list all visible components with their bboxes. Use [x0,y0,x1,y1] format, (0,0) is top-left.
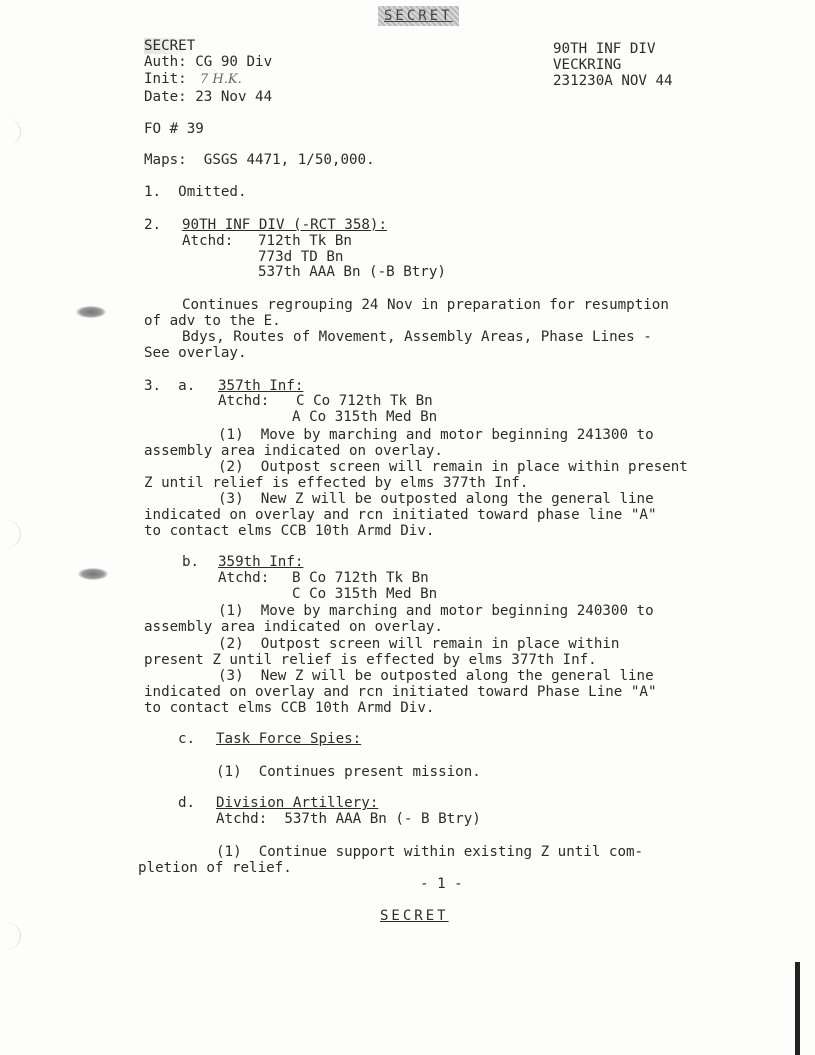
binder-smudge-upper [76,306,106,318]
paragraph-3c-heading: Task Force Spies: [216,731,362,747]
hole-punch-top [0,118,21,146]
paragraph-3b-line-1: (1) Move by marching and motor beginning 240300 to [218,603,654,619]
paragraph-2-atchd-label: Atchd: [182,233,234,249]
paragraph-3b-atchd-label: Atchd: [218,570,270,586]
paragraph-3d-atchd: Atchd: 537th AAA Bn (- B Btry) [216,811,481,827]
unit-name: 90TH INF DIV [553,41,656,57]
paragraph-3b-heading: 359th Inf: [218,554,304,570]
paragraph-3a-line-5: (3) New Z will be outposted along the general line [218,491,654,507]
authority-line: Auth: CG 90 Div [144,54,273,70]
paragraph-3a-line-3: (2) Outpost screen will remain in place within present [218,459,688,475]
paragraph-3a-atchd-2: A Co 315th Med Bn [292,409,438,425]
paragraph-3d-number: d. [178,795,196,811]
init-line: Init: [144,71,196,87]
paragraph-2-body-3: Bdys, Routes of Movement, Assembly Areas, Phase Lines - [182,329,652,345]
page-number: - 1 - [420,876,463,892]
paragraph-2-number: 2. [144,217,162,233]
paragraph-3b-number: b. [182,554,200,570]
paragraph-3c-line-1: (1) Continues present mission. [216,764,481,780]
paragraph-3d-line-1: (1) Continue support within existing Z until com- [216,844,644,860]
location: VECKRING [553,57,622,73]
paragraph-3a-line-6: indicated on overlay and rcn initiated toward phase line "A" [144,507,657,523]
hole-punch-bottom [0,922,21,950]
paragraph-3a-atchd-label: Atchd: [218,393,270,409]
paragraph-3a-atchd-1: C Co 712th Tk Bn [296,393,433,409]
paragraph-3a-line-4: Z until relief is effected by elms 377th Inf. [144,475,529,491]
paragraph-3a-line-2: assembly area indicated on overlay. [144,443,443,459]
paragraph-3c-number: c. [178,731,196,747]
paragraph-3b-line-2: assembly area indicated on overlay. [144,619,443,635]
paragraph-2-body-4: See overlay. [144,345,247,361]
date-line: Date: 23 Nov 44 [144,89,273,105]
paragraph-3b-atchd-1: B Co 712th Tk Bn [292,570,429,586]
paragraph-3b-line-7: to contact elms CCB 10th Armd Div. [144,700,435,716]
paragraph-3b-line-3: (2) Outpost screen will remain in place within [218,636,620,652]
paragraph-1: 1. Omitted. [144,184,247,200]
paragraph-2-heading: 90TH INF DIV (-RCT 358): [182,217,387,233]
hole-punch-middle [0,520,21,548]
classification-stamp-bottom: SECRET [380,908,449,924]
classification-stamp-top: SECRET [378,6,459,26]
paragraph-3a-line-1: (1) Move by marching and motor beginning 241300 to [218,427,654,443]
classification-label: SECRET [144,38,196,54]
paragraph-3a-heading: 357th Inf: [218,378,304,394]
field-order-number: FO # 39 [144,121,204,137]
paragraph-2-atchd-1: 712th Tk Bn [258,233,352,249]
maps-line: Maps: GSGS 4471, 1/50,000. [144,152,375,168]
initials-handwritten: 7 H.K. [200,72,242,87]
paragraph-2-body-1: Continues regrouping 24 Nov in preparation for resumption [182,297,669,313]
paragraph-3b-atchd-2: C Co 315th Med Bn [292,586,438,602]
date-time-group: 231230A NOV 44 [553,73,673,89]
paragraph-3b-line-5: (3) New Z will be outposted along the general line [218,668,654,684]
scan-edge-bar [795,962,800,1055]
paragraph-3d-heading: Division Artillery: [216,795,379,811]
paragraph-3a-line-7: to contact elms CCB 10th Armd Div. [144,523,435,539]
paragraph-3b-line-4: present Z until relief is effected by elms 377th Inf. [144,652,597,668]
paragraph-2-atchd-3: 537th AAA Bn (-B Btry) [258,264,446,280]
paragraph-2-atchd-2: 773d TD Bn [258,249,344,265]
paragraph-3a-number: 3. a. [144,378,196,394]
binder-smudge-lower [78,568,108,580]
paragraph-2-body-2: of adv to the E. [144,313,281,329]
paragraph-3d-line-2: pletion of relief. [138,860,292,876]
paragraph-3b-line-6: indicated on overlay and rcn initiated toward Phase Line "A" [144,684,657,700]
